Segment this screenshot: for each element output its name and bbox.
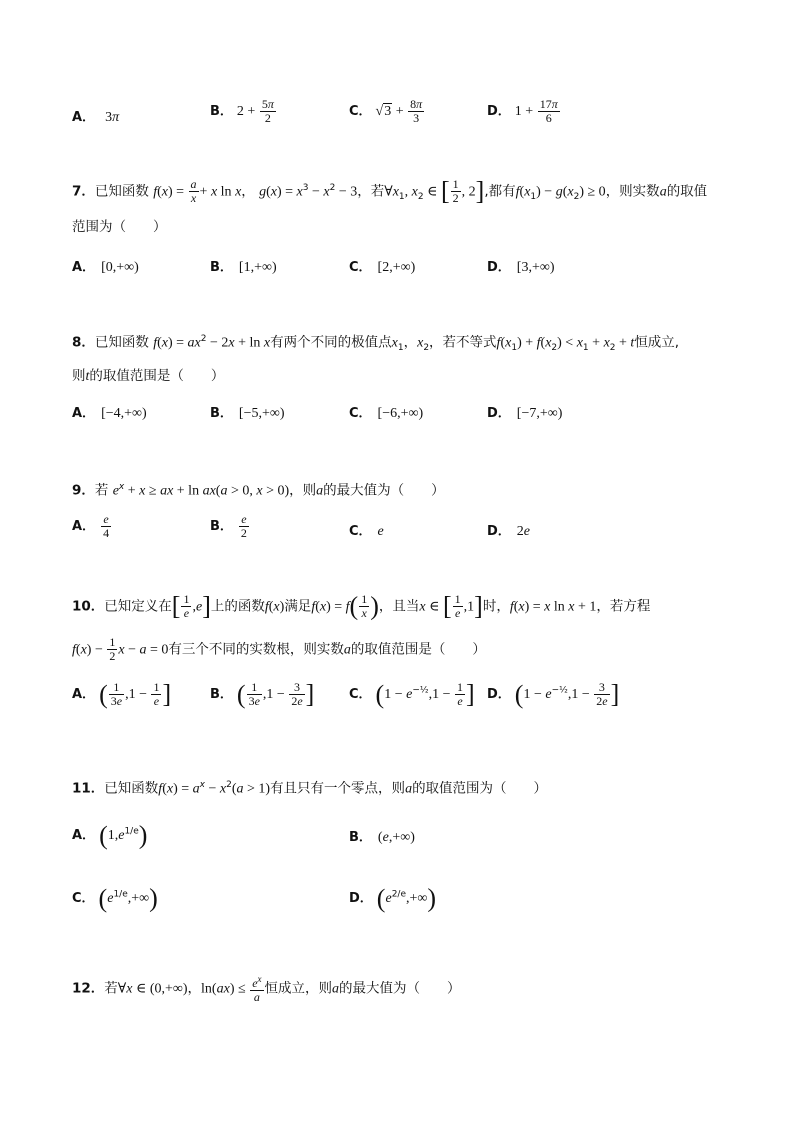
q10-option-c: C． ($1 - e^{-\frac{1}{2}},1$ − $\frac{1}{e}$ ] — [349, 679, 475, 709]
q11-option-a: A． $(1,e^{1/e})$ — [72, 820, 148, 850]
q10-option-b: B． ( $\frac{1}{3e}$ ,1 − $\frac{3}{2e}$ ] — [210, 679, 315, 709]
q8-stem-line2: 则t的取值范围是（ ） — [72, 368, 225, 384]
q12-stem: 12．若∀x ∈ (0,+∞)，ln(ax) ≤ $\frac{e^x}{a}$ 恒成立，则a的最大值为（ ） — [72, 974, 461, 1004]
q7-option-c: C． [2,+∞) — [349, 260, 416, 275]
q9-option-a: A． $\frac{e}{4}$ — [72, 512, 110, 540]
q9-option-d: D． 2e — [487, 524, 531, 539]
q9-option-b: B． $\frac{e}{2}$ — [210, 512, 247, 540]
q10-stem-line1: 10．已知定义在[ $\frac{1}{e}$ ,e]上的函数f(x)满足f(x) = f( $\frac{1}{x}$ )，且当x ∈ [ $\frac{1}{e}$ ,1]时，f(x) = x ln x + 1，若方程 — [72, 591, 651, 621]
q10-option-d: D． ($1 - e^{-\frac{1}{2}},1$ − $\frac{3}{2e}$ ] — [487, 679, 620, 709]
q10-stem-line2: f(x) − $\frac{1}{2}$ x − a = 0有三个不同的实数根，则实数a的取值范围是（ ） — [72, 635, 486, 663]
q6-option-b: B． 2 + $\frac{5\pi}{2}$ — [210, 97, 274, 125]
q7-option-d: D． [3,+∞) — [487, 260, 555, 275]
q9-option-c: C． e — [349, 524, 384, 539]
q8-stem-line1: 8．已知函数 $f(x) = ax^2 - 2x + \ln x$有两个不同的极值点$x_1$，$x_2$，若不等式$f(x_1) + f(x_2) < x_1 + x_2 + t$恒成立, — [72, 334, 680, 354]
q7-option-a: A． [0,+∞) — [72, 260, 139, 275]
q11-stem: 11．已知函数$f(x) = a^x - x^2(a > 1)$有且只有一个零点，则a的取值范围为（ ） — [72, 780, 548, 797]
q10-option-a: A． ( $\frac{1}{3e}$ ,1 − $\frac{1}{e}$ ] — [72, 679, 172, 709]
q8-option-b: B． [−5,+∞) — [210, 406, 285, 421]
q8-option-a: A． [−4,+∞) — [72, 406, 147, 421]
q7-stem-line1: 7．已知函数 f(x) = $\frac{a}{x}$ + x ln x， $g(x) = x^3 - x^2 - 3$，若$\forall x_1$, $x_2$ ∈ [ $\frac{1}{2}$ , 2],都有$f(x_1) - g(x_2) \ge 0$，则实数a的取值 — [72, 176, 708, 206]
q9-stem: 9．若 $e^x + x$ ≥ ax + ln ax(a > 0, x > 0)，则a的最大值为（ ） — [72, 482, 445, 499]
q6-option-a: A． 3π — [72, 110, 120, 125]
q7-stem-line2: 范围为（ ） — [72, 219, 167, 235]
q11-option-b: B． (e,+∞) — [349, 830, 415, 845]
q8-option-d: D． [−7,+∞) — [487, 406, 563, 421]
q11-option-d: D． $(e^{2/e},+\infty)$ — [349, 883, 437, 913]
q11-option-c: C． $(e^{1/e},+\infty)$ — [72, 883, 158, 913]
q6-option-c: C． √3 + $\frac{8\pi}{3}$ — [349, 97, 423, 125]
q7-option-b: B． [1,+∞) — [210, 260, 277, 275]
q6-option-d: D． 1 + $\frac{17\pi}{6}$ — [487, 97, 558, 125]
q8-option-c: C． [−6,+∞) — [349, 406, 424, 421]
